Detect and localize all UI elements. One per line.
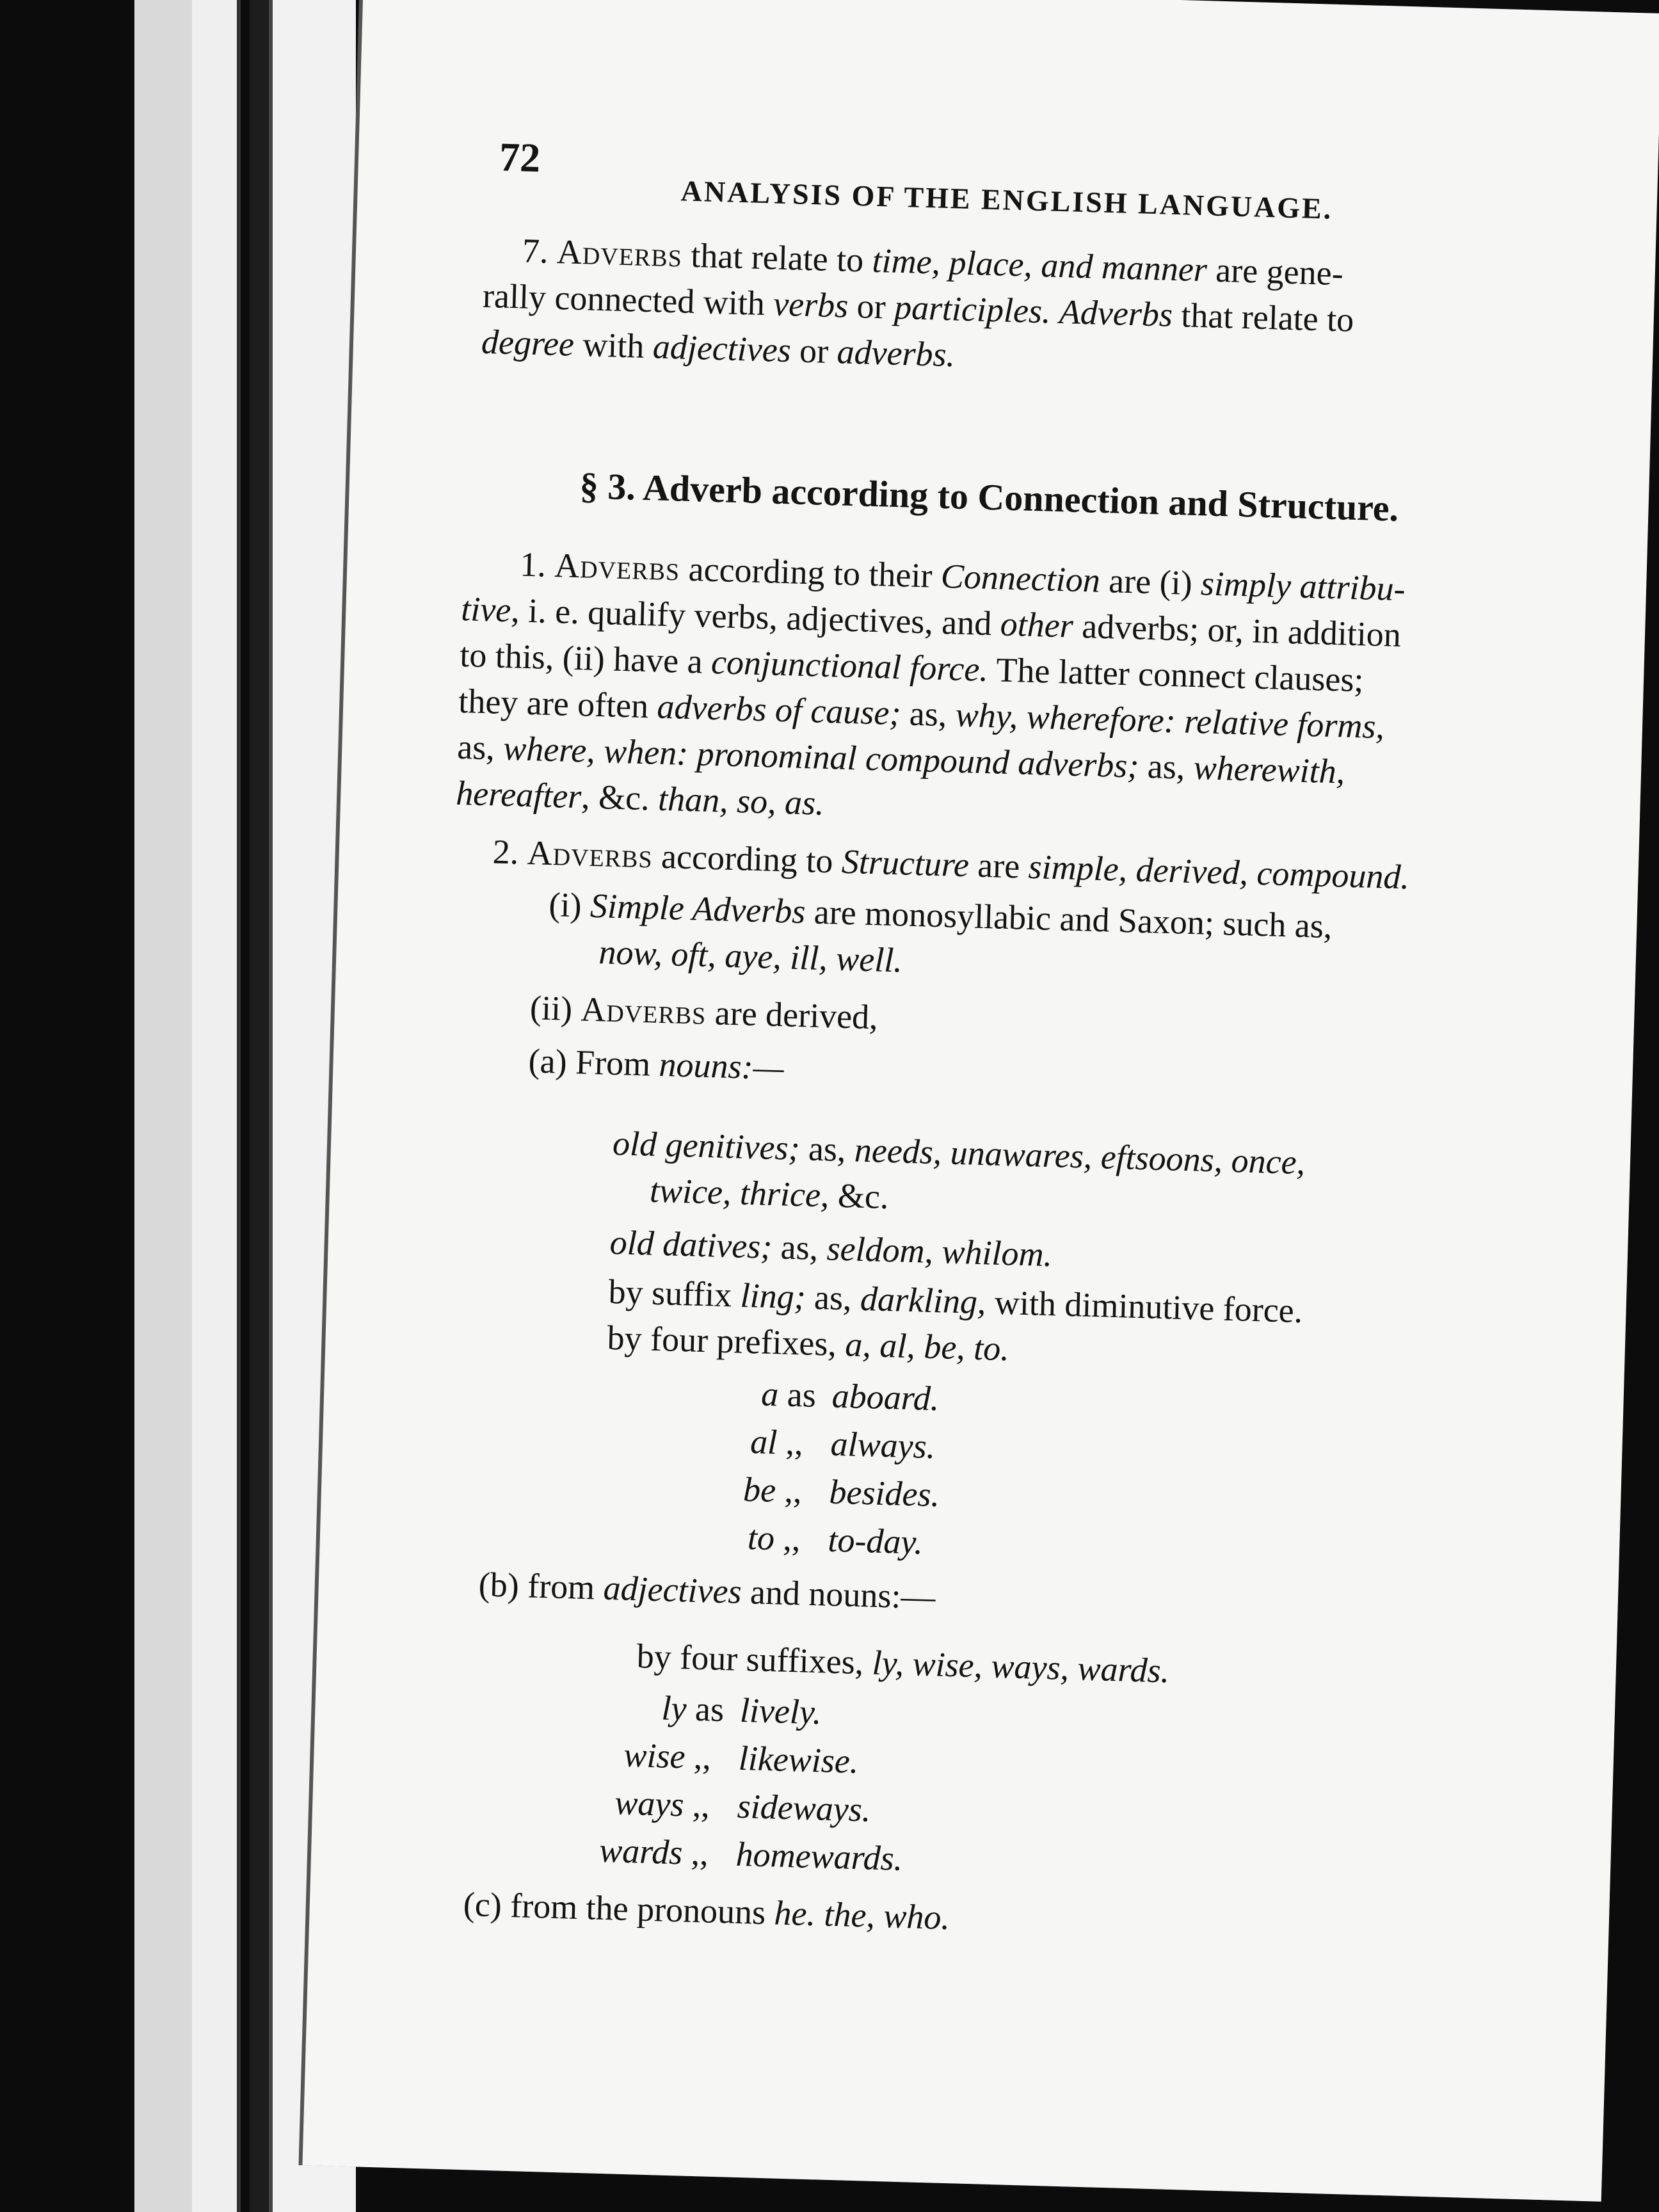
b-suffix-line: by four suffixes, ly, wise, ways, wards.	[636, 1637, 1170, 1690]
para1-line1: 1. Adverbs according to their Connection are (i) simply attribu-	[519, 545, 1406, 609]
para1-line5: as, where, when: pronominal compound adverbs; as, wherewith,	[456, 727, 1346, 791]
book-edge	[192, 0, 241, 2212]
para7-line2: rally connected with verbs or participles. Adverbs that relate to	[482, 276, 1355, 339]
prefix-row: a as aboard.	[760, 1374, 940, 1418]
nouns-line3: old datives; as, seldom, whilom.	[609, 1222, 1053, 1274]
suffix-row: wise ,, likewise.	[623, 1735, 860, 1781]
para7-line1: 7. Adverbs that relate to time, place, and manner are gene-	[522, 231, 1344, 293]
prefix-row: al ,, always.	[749, 1422, 936, 1466]
para2-i-line2: now, oft, aye, ill, well.	[598, 933, 903, 980]
suffix-row: wards ,, homewards.	[598, 1831, 904, 1879]
c-line: (c) from the pronouns he. the, who.	[463, 1884, 950, 1937]
nouns-line4: by suffix ling; as, darkling, with diminutive force.	[607, 1272, 1304, 1331]
para2-ii-line: (ii) Adverbs are derived,	[529, 988, 879, 1037]
para7-line3: degree with adjectives or adverbs.	[481, 322, 956, 374]
para2-line1: 2. Adverbs according to Structure are simple, derived, compound.	[492, 832, 1410, 897]
prefix-row: to ,, to-day.	[747, 1518, 924, 1562]
para1-line6: hereafter, &c. than, so, as.	[455, 773, 825, 822]
section-heading: § 3. Adverb according to Connection and Structure.	[579, 465, 1400, 529]
nouns-line1: old genitives; as, needs, unawares, eftsoons, once,	[612, 1123, 1306, 1182]
suffix-row: ways ,, sideways.	[614, 1783, 872, 1829]
para1-line2: tive, i. e. qualify verbs, adjectives, and other adverbs; or, in addition	[460, 589, 1402, 655]
para1-line4: they are often adverbs of cause; as, why, wherefore: relative forms,	[458, 681, 1385, 746]
book-page	[302, 0, 1659, 2202]
para2-a-line: (a) From nouns:—	[527, 1041, 785, 1087]
para2-i-line1: (i) Simple Adverbs are monosyllabic and Saxon; such as,	[548, 885, 1333, 946]
b-line: (b) from adjectives and nouns:—	[478, 1565, 936, 1617]
para1-line3: to this, (ii) have a conjunctional force. The latter connect clauses;	[459, 635, 1365, 700]
running-head: ANALYSIS OF THE ENGLISH LANGUAGE.	[680, 174, 1333, 225]
page-number: 72	[499, 134, 541, 181]
suffix-row: ly as lively.	[661, 1688, 822, 1732]
prefix-row: be ,, besides.	[742, 1470, 940, 1514]
nouns-line5: by four prefixes, a, al, be, to.	[606, 1318, 1010, 1368]
nouns-line2: twice, thrice, &c.	[649, 1171, 890, 1217]
